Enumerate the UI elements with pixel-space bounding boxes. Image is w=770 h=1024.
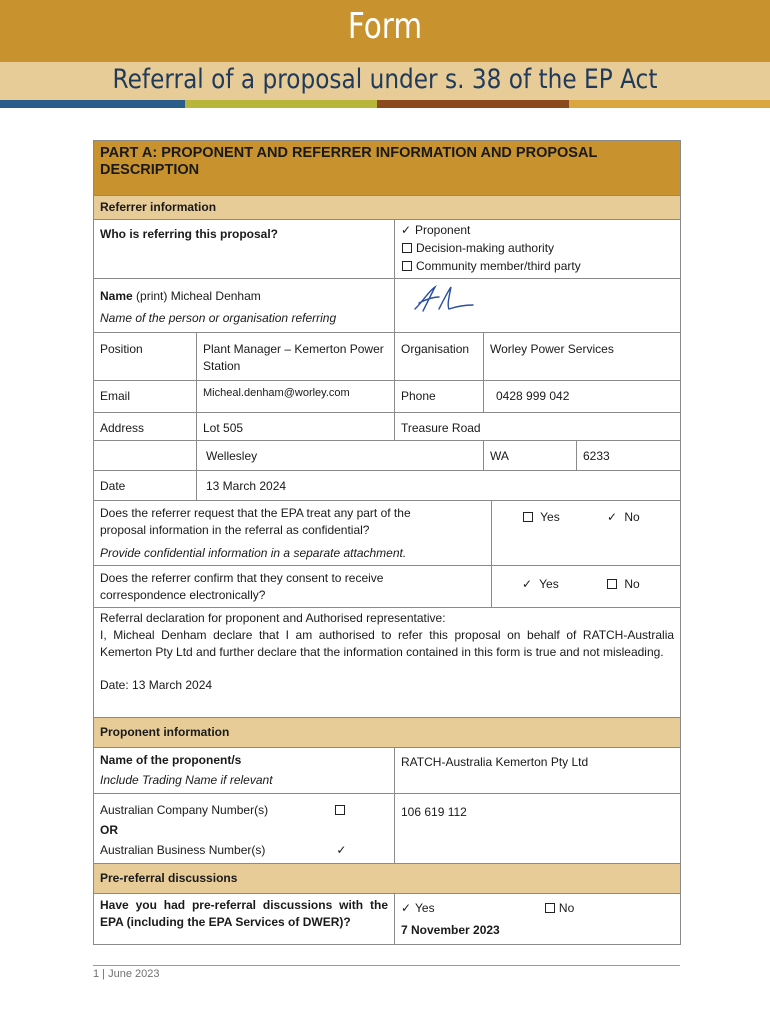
email-value: Micheal.denham@worley.com xyxy=(197,381,395,413)
declaration-date: Date: 13 March 2024 xyxy=(100,678,213,692)
form-title: Form xyxy=(347,6,423,47)
address-street: Treasure Road xyxy=(395,413,681,441)
address-suburb: Wellesley xyxy=(197,441,484,471)
checkbox-icon xyxy=(545,903,555,913)
proponent-name-hint: Include Trading Name if relevant xyxy=(100,773,273,787)
who-referring-label: Who is referring this proposal? xyxy=(94,220,395,279)
signature-cell xyxy=(395,279,681,333)
footer-divider xyxy=(93,965,680,966)
acn-row: Australian Company Number(s) xyxy=(100,800,388,820)
checkbox-icon xyxy=(402,261,412,271)
color-strip-gold xyxy=(569,100,770,108)
name-hint: Name of the person or organisation referring xyxy=(100,311,337,325)
proponent-section-heading: Proponent information xyxy=(94,718,681,748)
subtitle-band xyxy=(0,62,770,100)
option-decision-making-authority[interactable]: Decision-making authority xyxy=(401,239,674,257)
referrer-type-options xyxy=(395,220,681,279)
form-subtitle: Referral of a proposal under s. 38 of the EP Act xyxy=(112,64,658,95)
name-print-note: (print) xyxy=(136,289,168,303)
declaration-text: I, Micheal Denham declare that I am authorised to refer this proposal on behalf of RATCH-Australia Kemerton Pty Ltd and further declare that the information contained in this form is true and not misleading. xyxy=(100,628,675,659)
option-community-member[interactable]: Community member/third party xyxy=(401,257,674,275)
confidential-yes[interactable]: Yes xyxy=(522,509,560,526)
address-postcode: 6233 xyxy=(577,441,681,471)
abn-row: Australian Business Number(s) ✓ xyxy=(100,840,388,860)
prereferral-answer-cell xyxy=(395,894,681,945)
confidential-no[interactable]: ✓ No xyxy=(607,510,640,524)
confidential-question-cell xyxy=(94,501,492,566)
referrer-name-cell xyxy=(94,279,395,333)
address-state: WA xyxy=(484,441,577,471)
business-number-cell xyxy=(94,794,395,864)
referral-form xyxy=(93,140,680,945)
form-table xyxy=(93,140,681,945)
checkbox-icon xyxy=(607,579,617,589)
referrer-name-value: Micheal Denham xyxy=(170,289,261,303)
confidential-hint: Provide confidential information in a separate attachment. xyxy=(100,546,407,560)
electronic-question: Does the referrer confirm that they consent to receive correspondence electronically? xyxy=(94,566,492,608)
check-icon: ✓ xyxy=(401,223,412,237)
address-label: Address xyxy=(94,413,197,441)
address-blank-cell xyxy=(94,441,197,471)
page-footer: 1 | June 2023 xyxy=(93,968,160,980)
proponent-name-label: Name of the proponent/s xyxy=(100,753,242,767)
check-icon[interactable]: ✓ xyxy=(336,843,347,857)
title-band xyxy=(0,0,770,62)
confidential-answer-cell xyxy=(492,501,681,566)
electronic-yes[interactable]: ✓ Yes xyxy=(522,577,559,591)
business-number-value: 106 619 112 xyxy=(395,794,681,864)
date-label: Date xyxy=(94,471,197,501)
or-label: OR xyxy=(100,823,118,837)
color-strip-brown xyxy=(377,100,569,108)
address-line1: Lot 505 xyxy=(197,413,395,441)
proponent-name-value: RATCH-Australia Kemerton Pty Ltd xyxy=(395,748,681,794)
declaration-cell xyxy=(94,608,681,718)
prereferral-yes[interactable]: ✓ Yes xyxy=(401,897,435,919)
organisation-value: Worley Power Services xyxy=(484,333,681,381)
check-icon: ✓ xyxy=(607,510,618,524)
signature-image xyxy=(409,283,479,317)
checkbox-icon[interactable] xyxy=(335,805,345,815)
option-proponent[interactable]: ✓ Proponent xyxy=(401,223,471,237)
part-a-heading: PART A: PROPONENT AND REFERRER INFORMATION AND PROPOSAL DESCRIPTION xyxy=(94,141,681,196)
referrer-section-heading: Referrer information xyxy=(94,196,681,220)
phone-label: Phone xyxy=(395,381,484,413)
prereferral-date: 7 November 2023 xyxy=(401,923,500,937)
check-icon: ✓ xyxy=(401,901,412,915)
declaration-title: Referral declaration for proponent and Authorised representative: xyxy=(100,611,446,625)
color-strip-blue xyxy=(0,100,185,108)
position-value: Plant Manager – Kemerton Power Station xyxy=(197,333,395,381)
phone-value: 0428 999 042 xyxy=(484,381,681,413)
position-label: Position xyxy=(94,333,197,381)
prereferral-section-heading: Pre-referral discussions xyxy=(94,864,681,894)
confidential-question: Does the referrer request that the EPA treat any part of the proposal information in the referral as confidential? xyxy=(100,506,411,537)
checkbox-icon xyxy=(402,243,412,253)
electronic-answer-cell xyxy=(492,566,681,608)
prereferral-question: Have you had pre-referral discussions with the EPA (including the EPA Services of DWER)? xyxy=(94,894,395,945)
organisation-label: Organisation xyxy=(395,333,484,381)
prereferral-no[interactable]: No xyxy=(544,897,574,919)
checkbox-icon xyxy=(523,512,533,522)
proponent-name-cell xyxy=(94,748,395,794)
email-label: Email xyxy=(94,381,197,413)
name-label: Name xyxy=(100,289,133,303)
check-icon: ✓ xyxy=(522,577,533,591)
color-strip-green xyxy=(185,100,377,108)
date-value: 13 March 2024 xyxy=(197,471,681,501)
electronic-no[interactable]: No xyxy=(606,576,640,593)
